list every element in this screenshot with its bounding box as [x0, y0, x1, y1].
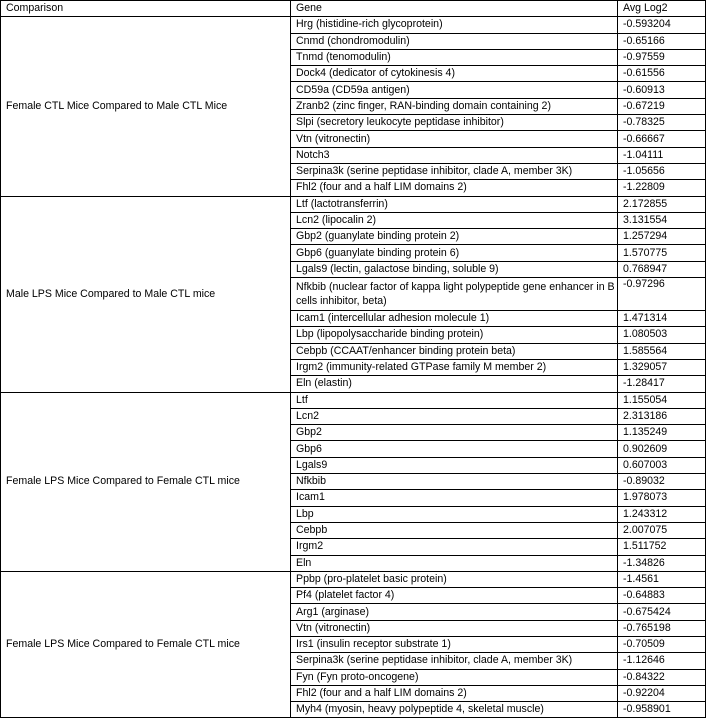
avg-log2-cell: 1.978073 [618, 490, 706, 506]
gene-cell: Serpina3k (serine peptidase inhibitor, clade A, member 3K) [291, 163, 618, 179]
gene-cell: Irgm2 (immunity-related GTPase family M member 2) [291, 359, 618, 375]
table-row [1, 392, 706, 408]
avg-log2-cell: 1.135249 [618, 425, 706, 441]
comparison-cell: Female LPS Mice Compared to Female CTL mice [1, 392, 291, 571]
avg-log2-cell: -0.958901 [618, 702, 706, 718]
gene-cell: Slpi (secretory leukocyte peptidase inhibitor) [291, 115, 618, 131]
avg-log2-cell: 0.607003 [618, 457, 706, 473]
avg-log2-cell: 0.768947 [618, 261, 706, 277]
gene-cell: Lbp [291, 506, 618, 522]
table-row [1, 571, 706, 587]
header-row [1, 1, 706, 17]
avg-log2-cell: 1.243312 [618, 506, 706, 522]
avg-log2-cell: 1.257294 [618, 229, 706, 245]
gene-cell: Lcn2 [291, 408, 618, 424]
gene-cell: Nfkbib (nuclear factor of kappa light polypeptide gene enhancer in B cells inhibitor, beta) [291, 278, 618, 311]
avg-log2-cell: -1.04111 [618, 147, 706, 163]
avg-log2-cell: -0.92204 [618, 685, 706, 701]
gene-cell: Fyn (Fyn proto-oncogene) [291, 669, 618, 685]
avg-log2-cell: -0.65166 [618, 33, 706, 49]
gene-cell: Fhl2 (four and a half LIM domains 2) [291, 180, 618, 196]
avg-log2-cell: -0.66667 [618, 131, 706, 147]
gene-cell: CD59a (CD59a antigen) [291, 82, 618, 98]
gene-cell: Tnmd (tenomodulin) [291, 49, 618, 65]
gene-cell: Ppbp (pro-platelet basic protein) [291, 571, 618, 587]
avg-log2-cell: 1.080503 [618, 327, 706, 343]
avg-log2-cell: 1.329057 [618, 359, 706, 375]
gene-cell: Vtn (vitronectin) [291, 620, 618, 636]
avg-log2-cell: -1.05656 [618, 163, 706, 179]
gene-cell: Hrg (histidine-rich glycoprotein) [291, 17, 618, 33]
gene-cell: Icam1 (intercellular adhesion molecule 1) [291, 311, 618, 327]
avg-log2-cell: -0.78325 [618, 115, 706, 131]
gene-cell: Vtn (vitronectin) [291, 131, 618, 147]
gene-cell: Eln (elastin) [291, 376, 618, 392]
avg-log2-cell: -1.34826 [618, 555, 706, 571]
avg-log2-cell: 2.007075 [618, 522, 706, 538]
gene-cell: Icam1 [291, 490, 618, 506]
comparison-cell: Male LPS Mice Compared to Male CTL mice [1, 196, 291, 392]
gene-cell: Cebpb [291, 522, 618, 538]
gene-cell: Lbp (lipopolysaccharide binding protein) [291, 327, 618, 343]
gene-cell: Lgals9 [291, 457, 618, 473]
avg-log2-cell: -1.22809 [618, 180, 706, 196]
comparison-cell: Female LPS Mice Compared to Female CTL mice [1, 571, 291, 718]
avg-log2-cell: -0.675424 [618, 604, 706, 620]
header-gene: Gene [291, 1, 618, 17]
avg-log2-cell: -0.84322 [618, 669, 706, 685]
avg-log2-cell: 2.172855 [618, 196, 706, 212]
gene-cell: Nfkbib [291, 474, 618, 490]
gene-cell: Gbp6 [291, 441, 618, 457]
avg-log2-cell: 1.570775 [618, 245, 706, 261]
gene-cell: Gbp2 (guanylate binding protein 2) [291, 229, 618, 245]
gene-cell: Myh4 (myosin, heavy polypeptide 4, skeletal muscle) [291, 702, 618, 718]
avg-log2-cell: 2.313186 [618, 408, 706, 424]
gene-cell: Ltf [291, 392, 618, 408]
avg-log2-cell: -0.60913 [618, 82, 706, 98]
gene-cell: Fhl2 (four and a half LIM domains 2) [291, 685, 618, 701]
gene-cell: Irs1 (insulin receptor substrate 1) [291, 636, 618, 652]
gene-cell: Cnmd (chondromodulin) [291, 33, 618, 49]
avg-log2-cell: 1.511752 [618, 539, 706, 555]
gene-cell: Dock4 (dedicator of cytokinesis 4) [291, 66, 618, 82]
gene-cell: Cebpb (CCAAT/enhancer binding protein beta) [291, 343, 618, 359]
gene-cell: Gbp6 (guanylate binding protein 6) [291, 245, 618, 261]
avg-log2-cell: -0.765198 [618, 620, 706, 636]
gene-cell: Serpina3k (serine peptidase inhibitor, clade A, member 3K) [291, 653, 618, 669]
avg-log2-cell: 3.131554 [618, 212, 706, 228]
avg-log2-cell: -1.28417 [618, 376, 706, 392]
avg-log2-cell: -0.67219 [618, 98, 706, 114]
avg-log2-cell: 1.471314 [618, 311, 706, 327]
avg-log2-cell: -0.593204 [618, 17, 706, 33]
avg-log2-cell: 0.902609 [618, 441, 706, 457]
avg-log2-cell: -0.89032 [618, 474, 706, 490]
gene-cell: Gbp2 [291, 425, 618, 441]
gene-cell: Arg1 (arginase) [291, 604, 618, 620]
table-row [1, 196, 706, 212]
header-comparison: Comparison [1, 1, 291, 17]
gene-cell: Pf4 (platelet factor 4) [291, 588, 618, 604]
gene-cell: Lcn2 (lipocalin 2) [291, 212, 618, 228]
table-body [1, 1, 706, 718]
avg-log2-cell: 1.155054 [618, 392, 706, 408]
avg-log2-cell: -0.97296 [618, 278, 706, 311]
avg-log2-cell: -0.97559 [618, 49, 706, 65]
gene-cell: Zranb2 (zinc finger, RAN-binding domain containing 2) [291, 98, 618, 114]
header-avg-log2: Avg Log2 [618, 1, 706, 17]
avg-log2-cell: -0.64883 [618, 588, 706, 604]
gene-cell: Notch3 [291, 147, 618, 163]
comparison-cell: Female CTL Mice Compared to Male CTL Mice [1, 17, 291, 196]
avg-log2-cell: -0.61556 [618, 66, 706, 82]
avg-log2-cell: -1.4561 [618, 571, 706, 587]
gene-cell: Eln [291, 555, 618, 571]
avg-log2-cell: 1.585564 [618, 343, 706, 359]
table-row [1, 17, 706, 33]
gene-cell: Lgals9 (lectin, galactose binding, soluble 9) [291, 261, 618, 277]
gene-cell: Irgm2 [291, 539, 618, 555]
avg-log2-cell: -0.70509 [618, 636, 706, 652]
avg-log2-cell: -1.12646 [618, 653, 706, 669]
gene-cell: Ltf (lactotransferrin) [291, 196, 618, 212]
